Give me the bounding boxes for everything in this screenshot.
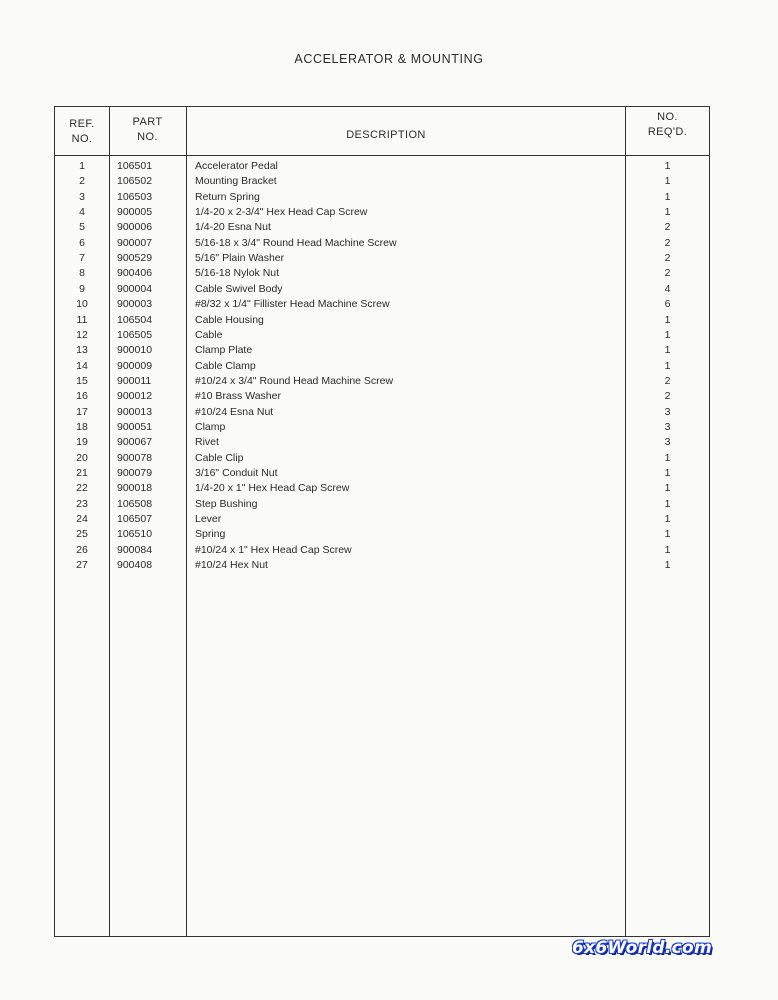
- part-no-cell: 900009: [117, 359, 153, 372]
- qty-cell: 1: [664, 328, 671, 341]
- ref-cell: 23: [76, 497, 88, 510]
- table-row: [55, 328, 709, 343]
- table-row: [55, 159, 709, 174]
- ref-cell: 19: [76, 436, 88, 449]
- header-qty-line2: REQ'D.: [647, 126, 688, 138]
- qty-cell: 3: [664, 420, 671, 433]
- table-row: [55, 481, 709, 496]
- qty-cell: 1: [664, 451, 671, 464]
- ref-cell: 26: [76, 543, 88, 556]
- qty-cell: 1: [664, 482, 671, 495]
- part-no-cell: 900003: [117, 298, 153, 311]
- table-row: [55, 405, 709, 420]
- qty-cell: 3: [664, 405, 671, 418]
- description-cell: Return Spring: [195, 190, 260, 203]
- description-cell: #10 Brass Washer: [195, 390, 281, 403]
- table-row: [55, 282, 709, 297]
- part-no-cell: 900018: [117, 482, 153, 495]
- qty-cell: 1: [664, 313, 671, 326]
- ref-cell: 9: [79, 282, 85, 295]
- description-cell: #10/24 Hex Nut: [195, 559, 268, 572]
- ref-cell: 21: [76, 467, 88, 479]
- qty-cell: 1: [664, 190, 671, 203]
- table-row: [55, 497, 709, 512]
- header-part-no: [109, 115, 186, 145]
- qty-cell: 1: [664, 528, 671, 541]
- ref-cell: 25: [76, 528, 88, 541]
- ref-cell: 3: [79, 190, 85, 203]
- ref-cell: 24: [76, 513, 88, 526]
- qty-cell: 1: [664, 344, 671, 357]
- table-row: [55, 205, 709, 220]
- table-row: [55, 435, 709, 450]
- part-no-cell: 900004: [117, 282, 153, 295]
- ref-cell: 2: [79, 175, 85, 188]
- qty-cell: 1: [664, 543, 671, 556]
- header-ref-no: [55, 117, 109, 147]
- description-cell: 1/4-20 x 1" Hex Head Cap Screw: [195, 482, 350, 495]
- table-row: [55, 190, 709, 205]
- ref-cell: 13: [76, 344, 88, 357]
- description-cell: 5/16" Plain Washer: [195, 252, 285, 265]
- header-qty-line1: NO.: [657, 111, 678, 123]
- ref-cell: 15: [76, 374, 88, 387]
- qty-cell: 2: [664, 252, 671, 265]
- qty-cell: 2: [664, 221, 671, 234]
- header-part-line2: NO.: [137, 131, 158, 143]
- header-part-line1: PART: [132, 116, 163, 128]
- part-no-cell: 900011: [117, 374, 152, 387]
- table-row: [55, 558, 709, 573]
- table-row: [55, 297, 709, 312]
- qty-cell: 2: [664, 390, 671, 403]
- header-ref-line1: REF.: [69, 118, 95, 130]
- part-no-cell: 900529: [117, 252, 153, 265]
- part-no-cell: 900408: [117, 559, 153, 572]
- ref-cell: 14: [76, 359, 88, 372]
- description-cell: #8/32 x 1/4" Fillister Head Machine Screw: [195, 298, 390, 311]
- qty-cell: 2: [664, 374, 671, 387]
- header-description: DESCRIPTION: [346, 129, 426, 141]
- ref-cell: 22: [76, 482, 88, 495]
- table-row: [55, 420, 709, 435]
- description-cell: 1/4-20 x 2-3/4" Hex Head Cap Screw: [195, 206, 368, 219]
- table-row: [55, 512, 709, 527]
- description-cell: Cable Swivel Body: [195, 282, 283, 295]
- part-no-cell: 106508: [117, 497, 153, 510]
- table-row: [55, 251, 709, 266]
- description-cell: #10/24 x 1" Hex Head Cap Screw: [195, 543, 352, 556]
- table-row: [55, 543, 709, 558]
- part-no-cell: 106501: [117, 160, 153, 172]
- description-cell: Accelerator Pedal: [195, 160, 278, 172]
- part-no-cell: 900007: [117, 236, 153, 249]
- qty-cell: 1: [664, 160, 671, 172]
- description-cell: Clamp: [195, 420, 226, 433]
- ref-cell: 4: [79, 206, 85, 219]
- qty-cell: 2: [664, 236, 671, 249]
- description-cell: Cable: [195, 328, 223, 341]
- description-cell: Step Bushing: [195, 497, 258, 510]
- description-cell: #10/24 x 3/4" Round Head Machine Screw: [195, 374, 394, 387]
- part-no-cell: 900013: [117, 405, 153, 418]
- qty-cell: 3: [664, 436, 671, 449]
- ref-cell: 11: [76, 313, 88, 326]
- qty-cell: 1: [664, 559, 671, 572]
- ref-cell: 20: [76, 451, 88, 464]
- description-cell: 3/16" Conduit Nut: [195, 467, 278, 479]
- description-cell: Rivet: [195, 436, 219, 449]
- table-row: [55, 313, 709, 328]
- table-row: [55, 220, 709, 235]
- ref-cell: 5: [79, 221, 85, 234]
- ref-cell: 8: [79, 267, 85, 280]
- part-no-cell: 900006: [117, 221, 153, 234]
- table-row: [55, 389, 709, 404]
- part-no-cell: 900079: [117, 467, 153, 479]
- header-divider: [55, 155, 709, 156]
- table-row: [55, 236, 709, 251]
- description-cell: Cable Housing: [195, 313, 264, 326]
- part-no-cell: 106503: [117, 190, 153, 203]
- description-cell: 5/16-18 x 3/4" Round Head Machine Screw: [195, 236, 397, 249]
- header-qty: [625, 110, 710, 140]
- table-row: [55, 527, 709, 542]
- part-no-cell: 106502: [117, 175, 153, 188]
- qty-cell: 1: [664, 467, 671, 479]
- part-no-cell: 900084: [117, 543, 153, 556]
- table-row: [55, 266, 709, 281]
- description-cell: #10/24 Esna Nut: [195, 405, 274, 418]
- part-no-cell: 900406: [117, 267, 153, 280]
- part-no-cell: 106504: [117, 313, 153, 326]
- ref-cell: 6: [79, 236, 85, 249]
- ref-cell: 1: [79, 160, 85, 172]
- part-no-cell: 900010: [117, 344, 153, 357]
- ref-cell: 12: [76, 328, 88, 341]
- ref-cell: 27: [76, 559, 88, 572]
- table-row: [55, 343, 709, 358]
- qty-cell: 1: [664, 206, 671, 219]
- header-ref-line2: NO.: [71, 133, 93, 145]
- table-row: [55, 359, 709, 374]
- qty-cell: 2: [664, 267, 671, 280]
- qty-cell: 4: [664, 282, 671, 295]
- part-no-cell: 900067: [117, 436, 153, 449]
- qty-cell: 1: [664, 175, 671, 188]
- table-row: [55, 374, 709, 389]
- ref-cell: 18: [76, 420, 88, 433]
- parts-table: [54, 106, 710, 937]
- table-row: [55, 466, 709, 481]
- table-row: [55, 174, 709, 189]
- part-no-cell: 900078: [117, 451, 153, 464]
- watermark-logo: 6x6World.com: [571, 938, 712, 958]
- qty-cell: 6: [664, 298, 671, 311]
- part-no-cell: 900005: [117, 206, 153, 219]
- part-no-cell: 900051: [117, 420, 153, 433]
- ref-cell: 17: [76, 405, 88, 418]
- description-cell: Spring: [195, 528, 226, 541]
- part-no-cell: 106507: [117, 513, 153, 526]
- description-cell: Clamp Plate: [195, 344, 253, 357]
- table-row: [55, 451, 709, 466]
- ref-cell: 10: [76, 298, 88, 311]
- qty-cell: 1: [664, 497, 671, 510]
- qty-cell: 1: [664, 513, 671, 526]
- part-no-cell: 106505: [117, 328, 153, 341]
- part-no-cell: 106510: [117, 528, 153, 541]
- ref-cell: 16: [76, 390, 88, 403]
- description-cell: Cable Clip: [195, 451, 244, 464]
- description-cell: 1/4-20 Esna Nut: [195, 221, 271, 234]
- description-cell: Mounting Bracket: [195, 175, 277, 188]
- ref-cell: 7: [79, 252, 85, 265]
- description-cell: 5/16-18 Nylok Nut: [195, 267, 280, 280]
- part-no-cell: 900012: [117, 390, 153, 403]
- qty-cell: 1: [664, 359, 671, 372]
- description-cell: Lever: [195, 513, 222, 526]
- description-cell: Cable Clamp: [195, 359, 256, 372]
- page-title: ACCELERATOR & MOUNTING: [294, 52, 484, 66]
